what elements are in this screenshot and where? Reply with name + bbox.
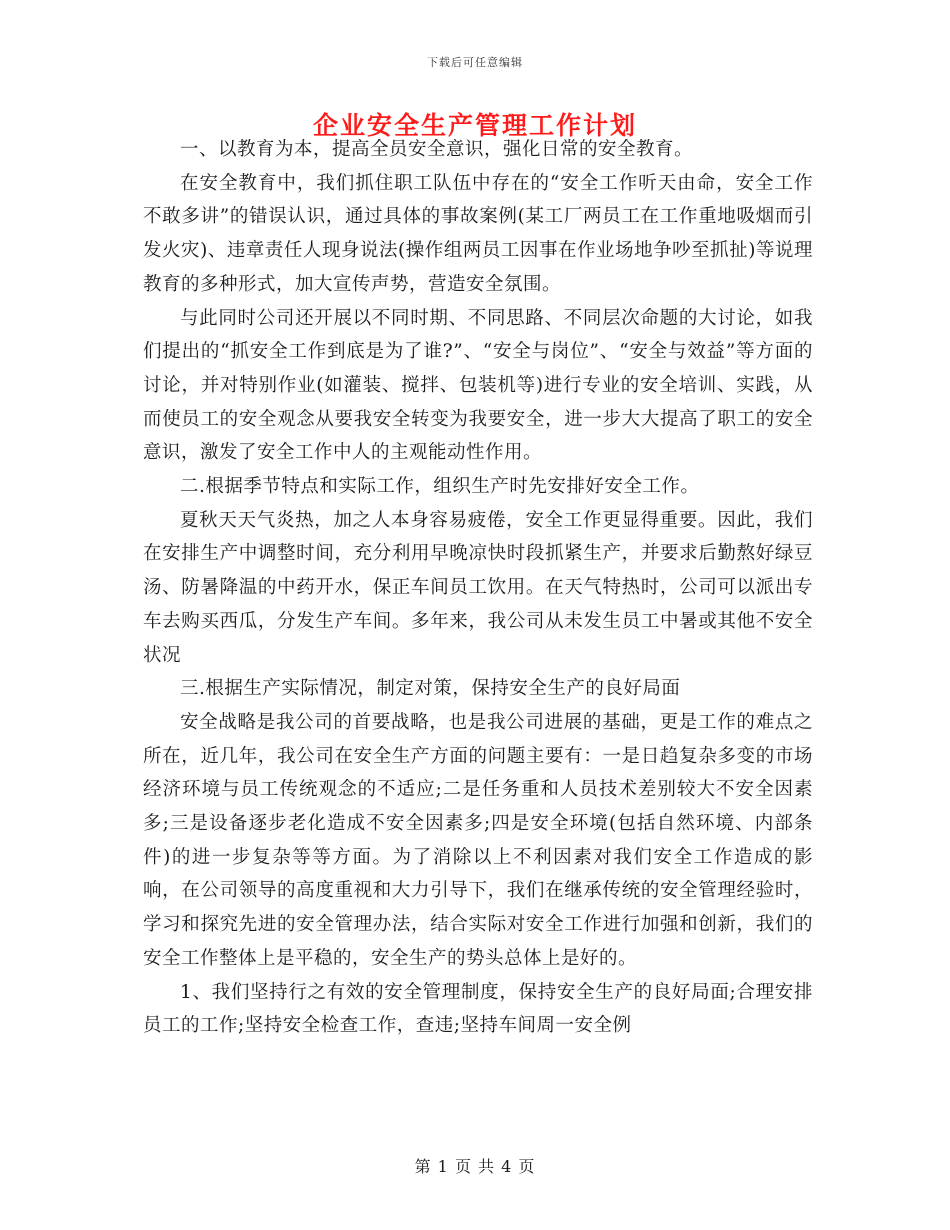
header-note: 下载后可任意编辑 <box>427 56 523 69</box>
paragraph-section-3-heading: 三.根据生产实际情况，制定对策，保持安全生产的良好局面 <box>180 678 681 700</box>
document-body <box>143 133 813 1043</box>
paragraph-safety-education: 在安全教育中，我们抓住职工队伍中存在的“安全工作听天由命，安全工作不敢多讲”的错误认识，通过具体的事故案例(某工厂两员工在工作重地吸烟而引发火灾)、违章责任人现身说法(操作组两员工因事在作业场地争吵至抓扯)等说理教育的多种形式，加大宣传声势，营造安全氛围。 <box>143 172 813 295</box>
page-number-footer: 第 1 页 共 4 页 <box>414 1157 536 1176</box>
paragraph-safety-strategy: 安全战略是我公司的首要战略，也是我公司进展的基础，更是工作的难点之所在，近几年，我公司在安全生产方面的问题主要有：一是日趋复杂多变的市场经济环境与员工传统观念的不适应;二是任务重和人员技术差别较大不安全因素多;三是设备逐步老化造成不安全因素多;四是安全环境(包括自然环境、内部条件)的进一步复杂等等方面。为了消除以上不利因素对我们安全工作造成的影响，在公司领导的高度重视和大力引导下，我们在继承传统的安全管理经验时，学习和探究先进的安全管理办法，结合实际对安全工作进行加强和创新，我们的安全工作整体上是平稳的，安全生产的势头总体上是好的。 <box>143 711 813 969</box>
paragraph-section-2-heading: 二.根据季节特点和实际工作，组织生产时先安排好安全工作。 <box>180 476 700 498</box>
paragraph-summer-measures: 夏秋天天气炎热，加之人本身容易疲倦，安全工作更显得重要。因此，我们在安排生产中调整时间，充分利用早晚凉快时段抓紧生产，并要求后勤熬好绿豆汤、防暑降温的中药开水，保正车间员工饮用。在天气特热时，公司可以派出专车去购买西瓜，分发生产车间。多年来，我公司从未发生员工中暑或其他不安全状况 <box>143 509 813 666</box>
paragraph-discussion: 与此同时公司还开展以不同时期、不同思路、不同层次命题的大讨论，如我们提出的“抓安全工作到底是为了谁?”、“安全与岗位”、“安全与效益”等方面的讨论，并对特别作业(如灌装、搅拌、包装机等)进行专业的安全培训、实践，从而使员工的安全观念从要我安全转变为我要安全，进一步大大提高了职工的安全意识，激发了安全工作中人的主观能动性作用。 <box>143 307 813 464</box>
paragraph-section-1-heading: 一、以教育为本，提高全员安全意识，强化日常的安全教育。 <box>180 139 694 160</box>
paragraph-management-system: 1、我们坚持行之有效的安全管理制度，保持安全生产的良好局面;合理安排员工的工作;坚持安全检查工作，查违;坚持车间周一安全例 <box>143 981 813 1037</box>
document-title: 企业安全生产管理工作计划 <box>312 111 637 140</box>
